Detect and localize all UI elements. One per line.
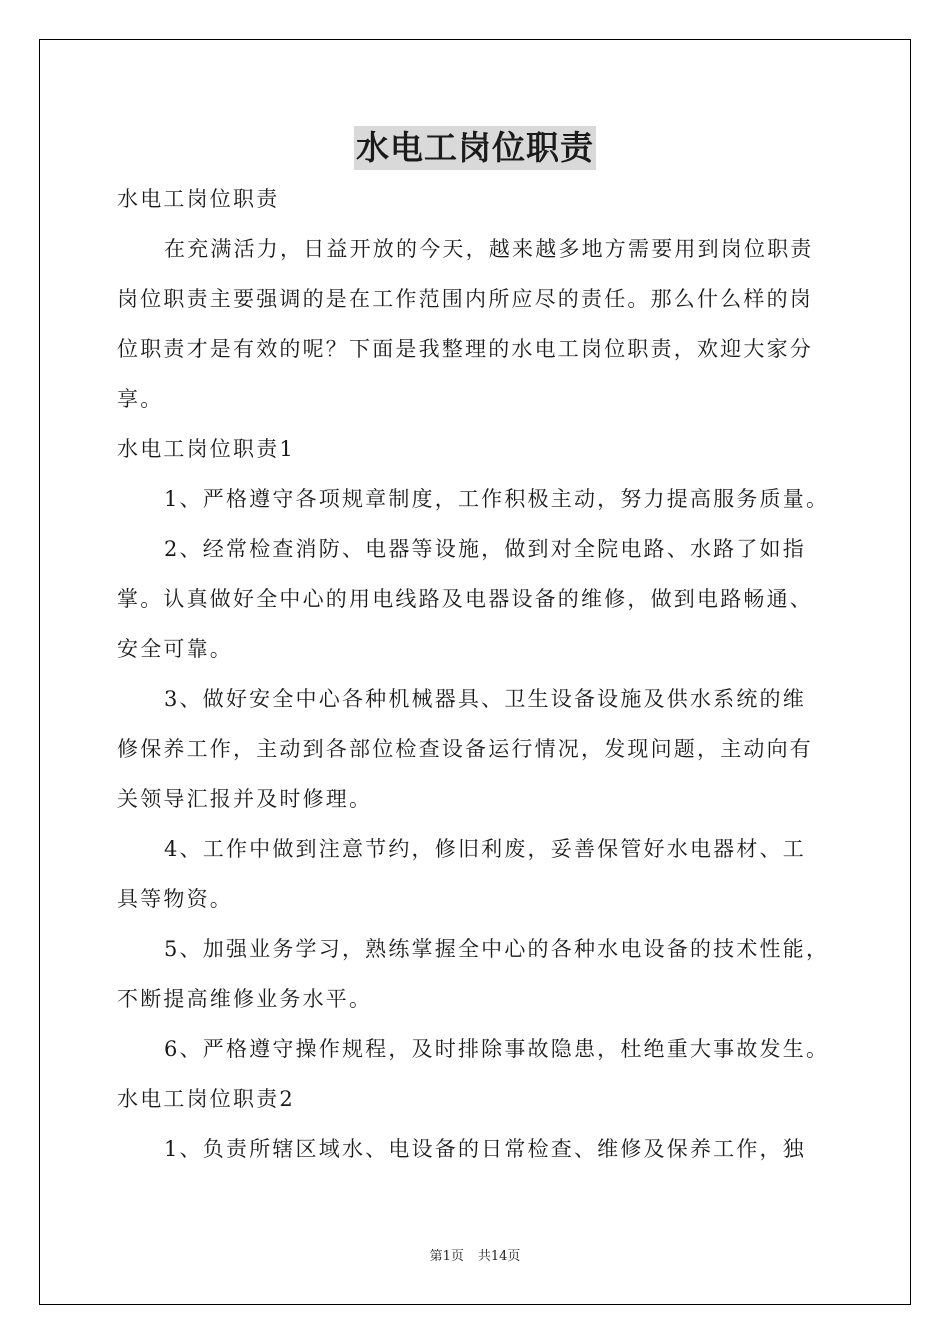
intro-paragraph-line-2: 岗位职责主要强调的是在工作范围内所应尽的责任。那么什么样的岗 <box>117 287 813 311</box>
duty-4-line-1: 4、工作中做到注意节约，修旧利废，妥善保管好水电器材、工 <box>164 837 806 861</box>
document-title: 水电工岗位职责 <box>354 126 596 170</box>
duty-5-line-1: 5、加强业务学习，熟练掌握全中心的各种水电设备的技术性能， <box>164 937 830 961</box>
intro-heading: 水电工岗位职责 <box>117 187 280 211</box>
page-number: 第1页 <box>429 1249 464 1264</box>
page-footer <box>0 1248 950 1266</box>
duty-6-line-1: 6、严格遵守操作规程，及时排除事故隐患，杜绝重大事故发生。 <box>164 1037 830 1061</box>
title-container <box>0 126 950 170</box>
duty-2-line-1: 2、经常检查消防、电器等设施，做到对全院电路、水路了如指 <box>164 537 806 561</box>
page-total: 共14页 <box>477 1249 521 1264</box>
duty-4-line-2: 具等物资。 <box>117 887 233 911</box>
duty-3-line-3: 关领导汇报并及时修理。 <box>117 787 373 811</box>
page-border <box>39 39 911 1305</box>
duty-2-line-2: 掌。认真做好全中心的用电线路及电器设备的维修，做到电路畅通、 <box>117 587 813 611</box>
duty-3-line-1: 3、做好安全中心各种机械器具、卫生设备设施及供水系统的维 <box>164 687 806 711</box>
section-heading-1: 水电工岗位职责1 <box>117 437 295 461</box>
duty-1-line-1: 1、严格遵守各项规章制度，工作积极主动，努力提高服务质量。 <box>164 487 830 511</box>
section-heading-2: 水电工岗位职责2 <box>117 1087 295 1111</box>
section-2-duty-1-line-1: 1、负责所辖区域水、电设备的日常检查、维修及保养工作，独 <box>164 1137 806 1161</box>
intro-paragraph-line-1: 在充满活力，日益开放的今天，越来越多地方需要用到岗位职责 <box>164 237 814 261</box>
intro-paragraph-line-3: 位职责才是有效的呢？下面是我整理的水电工岗位职责，欢迎大家分 <box>117 337 813 361</box>
duty-3-line-2: 修保养工作，主动到各部位检查设备运行情况，发现问题，主动向有 <box>117 737 813 761</box>
intro-paragraph-line-4: 享。 <box>117 387 164 411</box>
duty-5-line-2: 不断提高维修业务水平。 <box>117 987 373 1011</box>
duty-2-line-3: 安全可靠。 <box>117 637 233 661</box>
